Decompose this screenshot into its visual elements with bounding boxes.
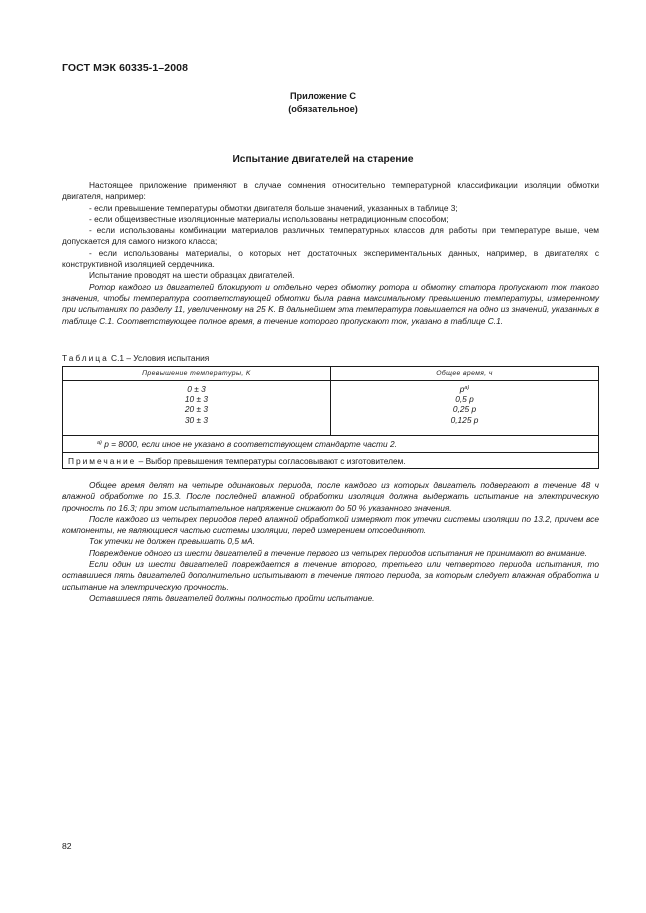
paragraph: Настоящее приложение применяют в случае сомнения относительно температурной классификации изоляции обмотки двигателя, например: [62, 180, 599, 202]
paragraph: После каждого из четырех периодов перед влажной обработкой измеряют ток утечки системы изоляции по 13.2, причем все компоненты, не являющиеся частью системы изоляции, перед измерением отсоединяют. [62, 513, 599, 536]
paragraph: Ротор каждого из двигателей блокируют и отдельно через обмотку ротора и обмотку статора пропускают ток такого значения, чтобы температура соответствующей обмотки была равна максимальному превышению температуры, измеренному при испытаниях по разделу 11, увеличенному на 25 K. В дальнейшем эта температура повышается на одно из значений, указанных в таблице С.1. Соответствующее полное время, в течение которого пропускают ток, указано в таблице С.1. [62, 281, 599, 326]
paragraph: Ток утечки не должен превышать 0,5 мА. [89, 536, 255, 547]
table-cell: 20 ± 3 [184, 404, 209, 415]
time-values [331, 381, 599, 436]
after-text [62, 480, 599, 604]
intro-text [62, 180, 599, 327]
list-item: - если использованы комбинации материалов различных температурных классов для работы при температуре выше, чем допускается для самого низкого класса; [62, 225, 599, 247]
test-conditions-table [62, 366, 599, 469]
table-caption-text: С.1 – Условия испытания [111, 353, 210, 363]
column-header-time: Общее время, ч [331, 367, 599, 381]
table-note [63, 453, 599, 469]
table-cell: 0,125 p [450, 414, 479, 425]
list-item: - если общеизвестные изоляционные материалы использованы нетрадиционным способом; [89, 213, 449, 224]
list-item: - если превышение температуры обмотки двигателя больше значений, указанных в таблице 3; [89, 202, 458, 213]
section-title: Испытание двигателей на старение [232, 154, 414, 165]
table-caption [62, 353, 209, 363]
paragraph: Испытание проводят на шести образцах двигателей. [89, 270, 295, 281]
table-footnote: $^{a)}$ p = 8000, если иное не указано в соответствующем стандарте части 2. [63, 436, 599, 453]
footnote-ref: a) [464, 385, 470, 391]
appendix-subtitle: (обязательное) [288, 104, 358, 114]
paragraph: Если один из шести двигателей повреждается в течение второго, третьего или четвертого периода испытания, то оставшиеся пять двигателей дополнительно испытывают в течение пятого периода, за которым следует влажная обработка и испытание на электрическую прочность. [62, 559, 599, 592]
page-number: 82 [62, 841, 72, 851]
table-cell: $p^{a)}$ [459, 384, 470, 394]
paragraph: Повреждение одного из шести двигателей в течение первого из четырех периодов испытания не принимают во внимание. [89, 547, 587, 558]
table-cell: 0,5 p [455, 394, 474, 405]
document-header: ГОСТ МЭК 60335-1–2008 [62, 62, 189, 74]
table-cell: 0 ± 3 [187, 384, 206, 394]
table-caption-label: Таблица [62, 353, 109, 363]
table-cell: 0,25 p [452, 404, 477, 415]
column-header-temperature: Превышение температуры, K [63, 367, 331, 381]
note-label: Примечание [68, 455, 137, 466]
table-cell: 30 ± 3 [184, 414, 209, 425]
table-cell: 10 ± 3 [184, 394, 209, 405]
paragraph: Оставшиеся пять двигателей должны полностью пройти испытание. [89, 592, 375, 603]
list-item: - если использованы материалы, о которых нет достаточных экспериментальных данных, например, в двигателях с конструктивной изоляцией сердечника. [62, 247, 599, 270]
footnote-mark: a) [97, 440, 102, 446]
appendix-title: Приложение С [289, 91, 357, 101]
paragraph: Общее время делят на четыре одинаковых периода, после каждого из которых двигатель подвергают в течение 48 ч влажной обработке по 15.3. После последней влажной обработки изоляция должна выдержать испытание на электрическую прочность по 16.3; при этом испытательное напряжение снижают до 50 % указанного значения. [62, 480, 599, 513]
note-text: – Выбор превышения температуры согласовывают с изготовителем. [138, 455, 406, 466]
temperature-values [63, 381, 331, 436]
